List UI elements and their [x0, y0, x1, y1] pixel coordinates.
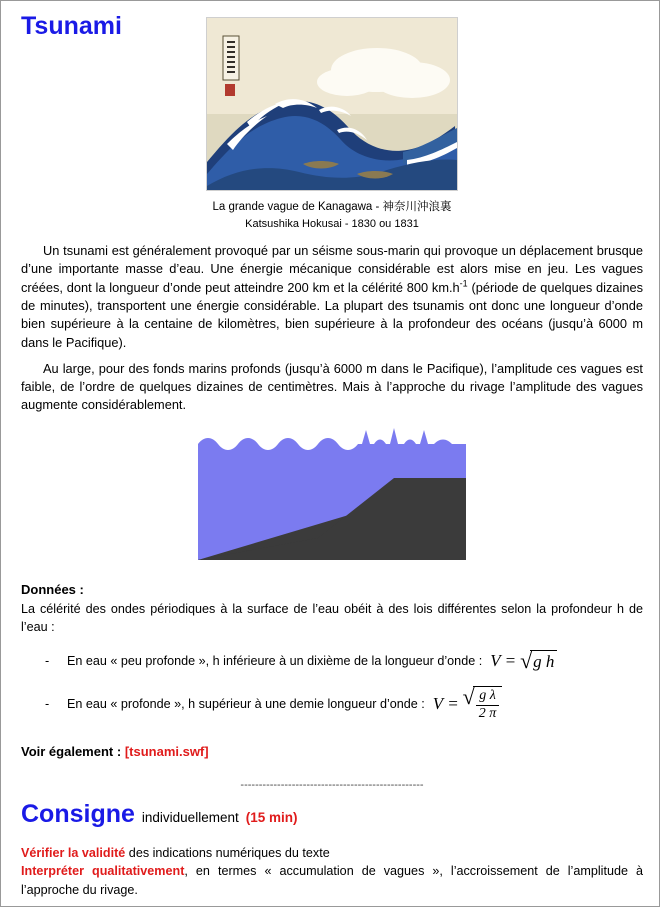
task-line-2 — [21, 862, 643, 899]
donnees-item-1-text: En eau « peu profonde », h inférieure à un dixième de la longueur d’onde : — [67, 654, 483, 669]
task-line-1 — [21, 844, 643, 862]
formula-deep-water — [433, 686, 502, 721]
hokusai-great-wave-image — [206, 17, 458, 191]
formula-radicand: g h — [530, 650, 557, 672]
fraction — [476, 688, 500, 721]
tsunami-swf-link[interactable]: [tsunami.swf] — [124, 743, 209, 759]
paragraph-1-text: Un tsunami est généralement provoqué par un séisme sous-marin qui provoque un déplacement brusque d’une importante masse d’eau. Une énergie mécanique considérable est alors mise en jeu. Les vagues créées, dont la longueur d’onde peut atteindre 200 km et la célérité 800 $km.h^{-1}$ (période de quelques dizaines de minutes), transportent une énergie considérable. La plupart des tsunamis ont donc une longueur d’onde bien supérieure à la centaine de kilomètres, bien supérieure à la profondeur des océans (jusqu’à 6000 m dans le Pacifique). — [21, 242, 643, 350]
formula-fraction — [473, 686, 503, 721]
bullet-dash: - — [45, 654, 50, 669]
page-title: Tsunami — [21, 12, 122, 40]
voir-egalement-line — [21, 744, 645, 759]
paragraph-2-text: Au large, pour des fonds marins profonds (jusqu’à 6000 m dans le Pacifique), l’amplitude ces vagues est faible, de l’ordre de quelques dizaines de centimètres. Mais à l’approche du rivage l’amplitude des vagues augmente considérablement. — [21, 360, 643, 413]
formula-variable: V — [432, 694, 444, 714]
donnees-intro: La célérité des ondes périodiques à la surface de l’eau obéit à des lois différentes selon la profondeur h de l’eau : — [21, 602, 643, 634]
consigne-heading-row — [21, 801, 645, 829]
task-1-rest: des indications numériques du texte — [125, 846, 330, 861]
consigne-title: Consigne — [21, 799, 135, 828]
fraction-numerator: g λ — [476, 688, 500, 705]
paragraph-1 — [21, 242, 643, 352]
formula-equals: = — [447, 694, 459, 714]
task-2-strong: Interpréter qualitativement — [21, 864, 185, 879]
figure-block — [19, 17, 645, 230]
donnees-heading: Données : — [21, 582, 84, 598]
consigne-duration: (15 min) — [245, 809, 298, 825]
voir-label: Voir également : — [21, 743, 122, 759]
task-list — [21, 844, 643, 899]
formula-shallow-water — [490, 650, 557, 672]
donnees-item-2-text: En eau « profonde », h supérieur à une demie longueur d’onde : — [67, 697, 425, 712]
task-1-strong: Vérifier la validité — [21, 846, 126, 861]
consigne-mode: individuellement — [141, 809, 239, 825]
radical-glyph: √ — [462, 684, 475, 710]
sqrt-symbol — [463, 686, 503, 721]
separator: -------------------------------------------------- — [240, 778, 424, 791]
formula-variable: V — [490, 651, 501, 671]
task-2-rest: , en termes « accumulation de vagues », l’accroissement de l’amplitude à l’approche du rivage. — [21, 864, 643, 897]
fraction-denominator: 2 π — [478, 705, 497, 721]
paragraph-2 — [21, 360, 643, 414]
donnees-item-2 — [45, 686, 645, 721]
document-body — [1, 1, 659, 906]
tsunami-shoaling-diagram — [198, 428, 466, 568]
sqrt-symbol — [520, 650, 557, 672]
figure-caption-line-1: La grande vague de Kanagawa - 神奈川沖浪裏 — [212, 200, 452, 213]
radical-glyph: √ — [520, 648, 533, 674]
figure-caption-line-2: Katsushika Hokusai - 1830 ou 1831 — [245, 217, 419, 230]
bullet-dash: - — [45, 697, 50, 712]
formula-equals: = — [504, 651, 517, 671]
donnees-item-1 — [45, 650, 645, 672]
